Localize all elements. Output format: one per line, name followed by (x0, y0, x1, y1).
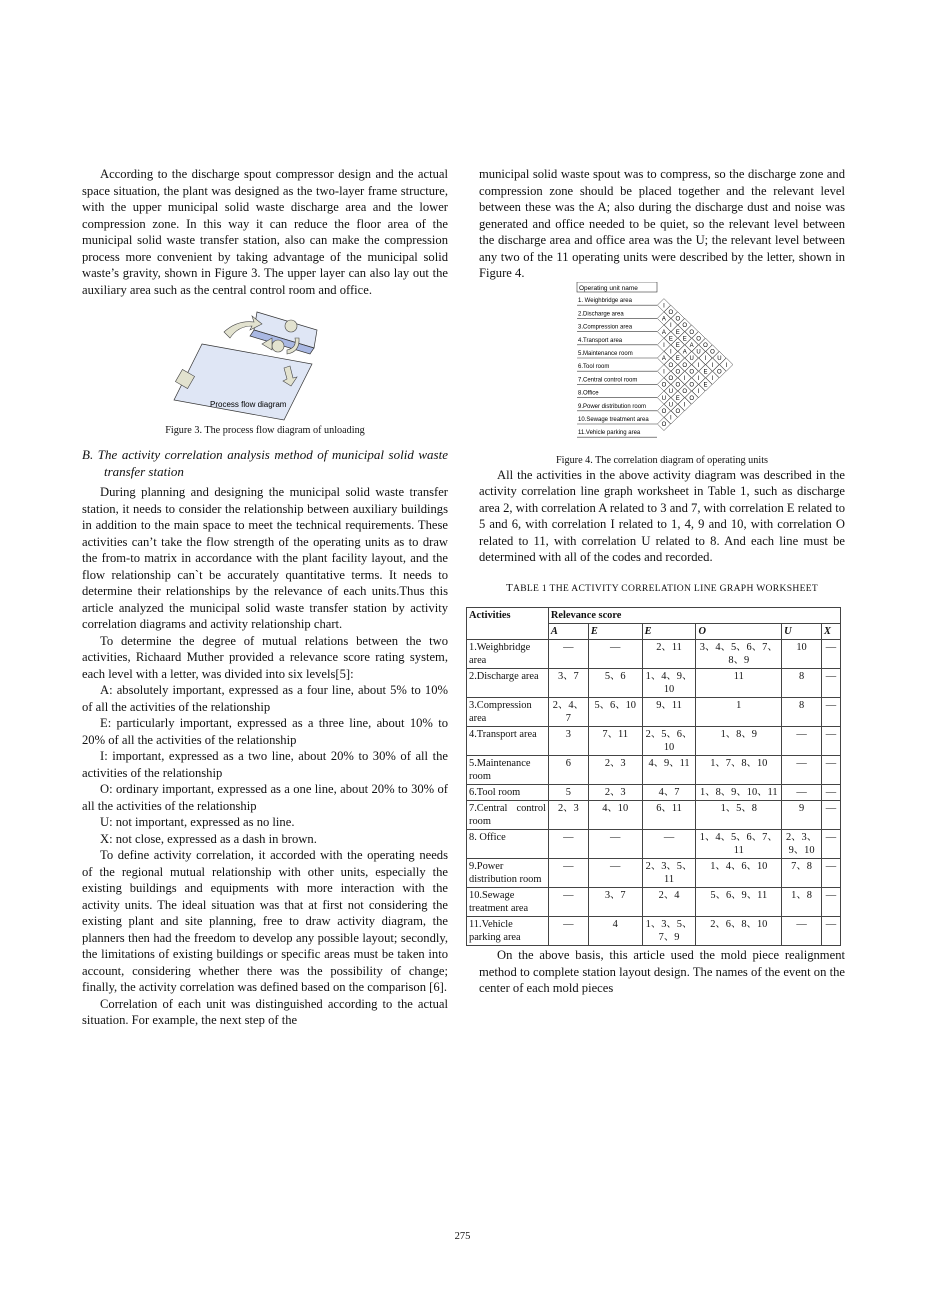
score-cell: — (548, 888, 588, 917)
subheader-x: X (822, 624, 841, 640)
score-cell: 2、4、7 (548, 698, 588, 727)
relation-letter: I (697, 375, 700, 382)
figure4-unit-label: 10.Sewage treatment area (578, 416, 649, 423)
score-cell: 5、6、10 (588, 698, 642, 727)
relation-letter: O (689, 329, 694, 336)
figure3-caption: Figure 3. The process flow diagram of unloading (165, 425, 365, 436)
paragraph: On the above basis, this article used the mold piece realignment method to complete station layout design. The names of the event on the center of each mold pieces (479, 948, 845, 995)
paragraph: To determine the degree of mutual relations between the two activities, Richaard Muther provided a relevance score rating system, each level with a letter, was divided into six levels[5]: (82, 633, 448, 681)
score-cell: 5 (548, 785, 588, 801)
activity-cell: 8. Office (467, 830, 549, 859)
score-cell: 2、3 (588, 785, 642, 801)
subheader-o: O (696, 624, 782, 640)
score-cell: — (822, 830, 841, 859)
score-cell: 8 (782, 698, 822, 727)
figure4-unit-label: 11.Vehicle parking area (578, 429, 641, 436)
score-cell: — (588, 640, 642, 669)
subheader-u: U (782, 624, 822, 640)
score-cell: — (642, 830, 696, 859)
relation-letter: O (661, 421, 667, 428)
relation-letter: O (682, 362, 688, 369)
score-cell: 2、11 (642, 640, 696, 669)
score-cell: 1、7、8、10 (696, 756, 782, 785)
left-column (82, 166, 448, 1029)
relation-letter: I (704, 355, 707, 362)
score-cell: 1、4、6、10 (696, 859, 782, 888)
table-row (467, 830, 841, 859)
relation-letter: E (675, 342, 680, 349)
figure4-caption: Figure 4. The correlation diagram of operating units (556, 454, 768, 466)
score-cell: — (822, 785, 841, 801)
activity-cell: 11.Vehicle parking area (467, 917, 549, 946)
score-cell: 2、3 (588, 756, 642, 785)
relation-letter: I (683, 401, 686, 408)
paragraph: All the activities in the above activity diagram was described in the activity correlation line graph worksheet in Table 1, such as discharge area 2, with correlation A related to 3 and 7, with correlation E related to 5 and 6, with correlation I related to 1, 4, 9 and 10, with correlation O related to 11, with correlation U related to 8. And each line must be determined with all of the codes and recorded. (479, 467, 845, 564)
figure4-unit-label: 7.Central control room (578, 376, 638, 383)
table-row (467, 888, 841, 917)
score-cell: — (548, 859, 588, 888)
score-cell: 9、11 (642, 698, 696, 727)
figure4-unit-label: 6.Tool room (578, 363, 610, 370)
relation-letter: O (689, 368, 694, 375)
activity-cell: 3.Compression area (467, 698, 549, 727)
score-cell: — (822, 669, 841, 698)
process-flow-diagram (82, 302, 448, 422)
relation-letter: E (675, 329, 680, 336)
table-row (467, 698, 841, 727)
relation-letter: I (725, 362, 728, 369)
subheader-e: E (642, 624, 696, 640)
activity-cell: 2.Discharge area (467, 669, 549, 698)
table-caption (479, 580, 845, 598)
table-row (467, 727, 841, 756)
score-cell: 3、7 (588, 888, 642, 917)
subheader-e: E (588, 624, 642, 640)
level-I: I: important, expressed as a two line, about 20% to 30% of all the activities of the relationship (82, 749, 448, 780)
paragraph: municipal solid waste spout was to compress, so the discharge zone and compression zone should be placed together and the relevant level between these was the A; also during the discharge dust and noise was generated and office needed to be quiet, so the relevant level between the discharge area and office area was the U; the relevant level between any two of the 11 operating units were described by the letter, shown in Figure 4. (479, 167, 845, 280)
table-row (467, 801, 841, 830)
score-cell: — (588, 830, 642, 859)
score-cell: 1 (696, 698, 782, 727)
score-cell: 11 (696, 669, 782, 698)
subheader-a: A (548, 624, 588, 640)
score-cell: — (822, 917, 841, 946)
score-cell: — (822, 801, 841, 830)
score-cell: — (548, 640, 588, 669)
figure4-unit-label: 8.Office (578, 390, 599, 397)
relation-letter: U (668, 401, 674, 408)
relation-letter: O (675, 316, 681, 323)
score-cell: 2、6、8、10 (696, 917, 782, 946)
score-cell: — (822, 756, 841, 785)
figure-3 (82, 302, 448, 422)
score-cell: 10 (782, 640, 822, 669)
relation-letter: E (675, 355, 680, 362)
score-cell: 9 (782, 801, 822, 830)
relation-letter: U (689, 355, 694, 362)
score-cell: 1、8、9 (696, 727, 782, 756)
score-cell: — (822, 698, 841, 727)
relation-letter: U (717, 355, 722, 362)
relation-letter: O (675, 382, 681, 389)
relation-letter: I (670, 415, 672, 422)
table-caption-text: ABLE 1 THE ACTIVITY CORRELATION LINE GRAPH WORKSHEET (512, 582, 819, 594)
relation-letter: O (689, 382, 694, 389)
activity-cell: 7.Central control room (467, 801, 549, 830)
relation-letter: I (711, 375, 714, 382)
score-cell: — (782, 917, 822, 946)
score-cell: — (822, 859, 841, 888)
paragraph: During planning and designing the municipal solid waste transfer station, it needs to consider the relationship between auxiliary buildings in addition to the main space to meet the technical requirements. These activities can’t take the flow strength of the operating units as to draw the from-to matrix in accordance with the plant facility layout, and the flow relationship can`t be accurately quantitative terms. It needs to determine their relationships by the relevance of each units.Thus this article analyzed the municipal solid waste transfer station by activity correlation diagrams and activity relationship chart. (82, 485, 448, 631)
paragraph: To define activity correlation, it accorded with the operating needs of the regional mutual relationship with other units, especially the existing buildings and equipments with more interaction with the activity units. The ideal situation was that at first not considering the existing plant and site planning, free to draw activity diagram, the planners then had the freedom to develop any possible layout; secondly, the limitations of existing buildings or specific areas must be taken into account, considering whether there was the possibility of change; finally, the activity correlation was defined based on the comparison [6]. (82, 848, 448, 994)
relation-letter: O (668, 309, 674, 316)
relation-letter: O (717, 368, 722, 375)
relation-letter: A (661, 316, 666, 323)
score-cell: 2、3、5、11 (642, 859, 696, 888)
score-cell: 2、5、6、10 (642, 727, 696, 756)
relation-letter: O (661, 382, 667, 389)
level-U: U: not important, expressed as no line. (100, 815, 295, 829)
relation-letter: O (668, 375, 674, 382)
paragraph: Correlation of each unit was distinguished according to the actual situation. For example, the next step of the (82, 996, 448, 1027)
score-cell: 2、3 (548, 801, 588, 830)
relation-letter: A (682, 349, 687, 356)
activity-cell: 5.Maintenance room (467, 756, 549, 785)
relation-letter: O (675, 408, 681, 415)
relation-letter: I (697, 388, 700, 395)
relation-letter: I (683, 375, 686, 382)
score-cell: — (782, 727, 822, 756)
figure4-unit-label: 9.Power distribution room (578, 403, 647, 410)
score-cell: 1、3、5、7、9 (642, 917, 696, 946)
level-A: A: absolutely important, expressed as a four line, about 5% to 10% of all the activities of the relationship (82, 683, 448, 714)
score-cell: 2、3、9、10 (782, 830, 822, 859)
score-cell: 6、11 (642, 801, 696, 830)
score-cell: 1、4、5、6、7、11 (696, 830, 782, 859)
score-cell: 2、4 (642, 888, 696, 917)
score-cell: — (548, 917, 588, 946)
relation-letter: E (668, 335, 673, 342)
score-cell: — (782, 785, 822, 801)
score-cell: 4 (588, 917, 642, 946)
relation-letter: I (697, 362, 700, 369)
relation-letter: O (682, 322, 688, 329)
figure4-unit-label: 3.Compression area (578, 324, 633, 331)
table-row (467, 785, 841, 801)
relation-letter: U (661, 395, 667, 402)
relation-letter: U (668, 388, 674, 395)
right-column (469, 166, 845, 997)
figure4-unit-label: 2.Discharge area (578, 310, 624, 317)
score-cell: 1、5、8 (696, 801, 782, 830)
relation-letter: E (703, 368, 708, 375)
figure4-unit-label: 5.Maintenance room (578, 350, 633, 357)
table-row (467, 640, 841, 669)
relation-letter: A (661, 329, 666, 336)
relation-letter: I (670, 349, 672, 356)
relation-letter: O (668, 362, 674, 369)
score-cell: — (588, 859, 642, 888)
figure-4 (575, 282, 845, 452)
relation-letter: O (675, 368, 681, 375)
score-cell: 1、8、9、10、11 (696, 785, 782, 801)
score-cell: — (822, 640, 841, 669)
relation-letter: A (689, 342, 694, 349)
relation-letter: I (670, 322, 672, 329)
relation-letter: O (710, 349, 715, 356)
relation-letter: A (661, 355, 666, 362)
score-cell: 7、11 (588, 727, 642, 756)
relation-letter: I (663, 368, 665, 375)
score-cell: 6 (548, 756, 588, 785)
activity-cell: 4.Transport area (467, 727, 549, 756)
activity-cell: 1.Weighbridge area (467, 640, 549, 669)
relation-letter: O (703, 342, 708, 349)
relation-letter: O (682, 388, 688, 395)
relation-letter: I (711, 362, 714, 369)
level-O: O: ordinary important, expressed as a one line, about 20% to 30% of all the activities of the relationship (82, 782, 448, 813)
relation-letter: I (663, 302, 665, 309)
score-cell: 7、8 (782, 859, 822, 888)
score-cell: — (782, 756, 822, 785)
score-cell: 5、6、9、11 (696, 888, 782, 917)
relation-letter: E (682, 335, 687, 342)
score-cell: — (822, 888, 841, 917)
activity-cell: 10.Sewage treatment area (467, 888, 549, 917)
worksheet-table (466, 607, 841, 946)
score-cell: — (822, 727, 841, 756)
figure4-unit-label: 1. Weighbridge area (578, 297, 632, 304)
relation-letter: O (689, 395, 694, 402)
relation-letter: O (696, 335, 701, 342)
level-E: E: particularly important, expressed as a three line, about 10% to 20% of all the activities of the relationship (82, 716, 448, 747)
figure4-unit-label: 4.Transport area (578, 337, 623, 344)
table-row (467, 917, 841, 946)
header-activities: Activities (467, 608, 549, 640)
score-cell: 5、6 (588, 669, 642, 698)
score-cell: 8 (782, 669, 822, 698)
score-cell: 3、4、5、6、7、8、9 (696, 640, 782, 669)
paragraph: According to the discharge spout compressor design and the actual space situation, the plant was designed as the two-layer frame structure, with the upper municipal solid waste discharge area and the lower compression zone. In this way it can reduce the floor area of the municipal solid waste transfer station, also can make the compression process more convenient by taking advantage of the municipal solid waste’s gravity, shown in Figure 3. The upper layer can also lay out the auxiliary area such as the central control room and office. (82, 167, 448, 297)
score-cell: 3 (548, 727, 588, 756)
score-cell: 1、4、9、10 (642, 669, 696, 698)
score-cell: 4、10 (588, 801, 642, 830)
table-caption-prefix: T (505, 581, 513, 594)
relation-letter: O (661, 408, 667, 415)
figure3-label: Process flow diagram (210, 400, 287, 409)
score-cell: 4、9、11 (642, 756, 696, 785)
score-cell: — (548, 830, 588, 859)
table-row (467, 669, 841, 698)
relation-letter: E (703, 382, 708, 389)
score-cell: 3、7 (548, 669, 588, 698)
header-relevance-score: Relevance score (548, 608, 840, 624)
table-row (467, 859, 841, 888)
score-cell: 4、7 (642, 785, 696, 801)
figure4-header: Operating unit name (579, 284, 638, 292)
correlation-diagram (575, 282, 815, 452)
relation-letter: U (696, 349, 701, 356)
activity-cell: 9.Power distribution room (467, 859, 549, 888)
relation-letter: E (675, 395, 680, 402)
relation-letter: I (663, 342, 665, 349)
score-cell: 1、8 (782, 888, 822, 917)
level-X: X: not close, expressed as a dash in brown. (100, 831, 317, 846)
activity-cell: 6.Tool room (467, 785, 549, 801)
table-row (467, 756, 841, 785)
section-heading: B. The activity correlation analysis method of municipal solid waste transfer station (82, 447, 448, 479)
page-number: 275 (454, 1231, 471, 1242)
